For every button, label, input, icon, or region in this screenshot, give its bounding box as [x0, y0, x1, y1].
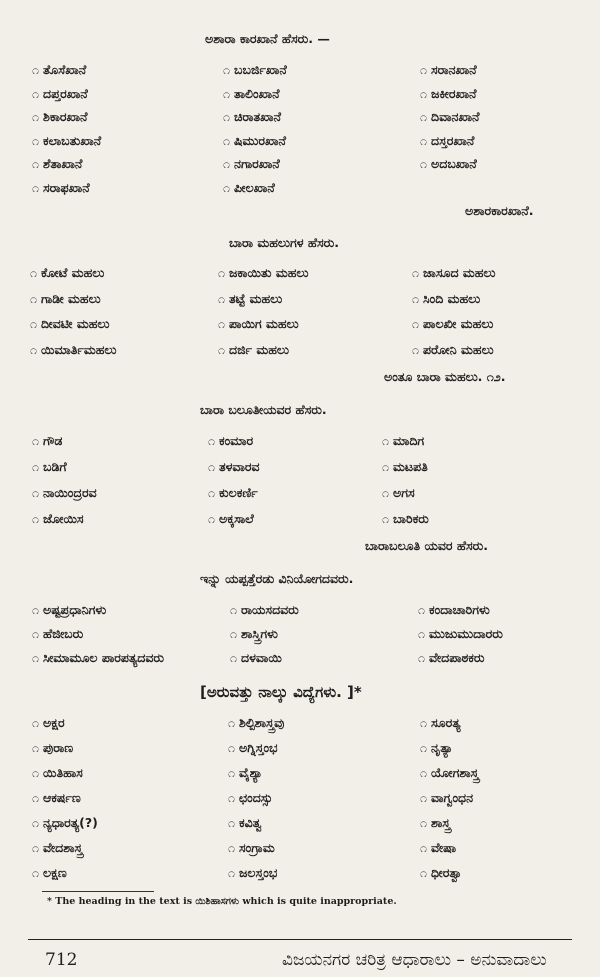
list-item [420, 740, 453, 756]
list-item [230, 626, 278, 642]
list-item-label: ಅಷ್ಟಪ್ರಧಾನಿಗಳು [43, 602, 107, 617]
list-item-label: ಚಿರಾತಖಾನೆ [234, 109, 282, 125]
list-item-label: ಹೆಜೀಬರು [43, 626, 84, 641]
list-item-label: ಕವಿತ್ವ [239, 815, 262, 830]
list-item [32, 790, 81, 806]
list-row [0, 316, 600, 338]
list-item-label: ಛಂದಸ್ಸು [239, 790, 273, 805]
list-item [228, 740, 278, 756]
list-item [32, 133, 101, 149]
list-item-label: ಯಿಮಾರ್ತಿಮಹಲು [41, 341, 117, 357]
list-item [30, 342, 116, 358]
list-item [218, 265, 308, 281]
list-item [208, 433, 253, 449]
bullet-marker: ೧ [418, 602, 426, 617]
list-item-label: ಕುಲಕರ್ಣಿ [219, 485, 258, 500]
list-item-label: ದೀವಟೀ ಮಹಲು [41, 316, 110, 331]
list-item [418, 602, 490, 618]
list-item-label: ಜಲಸ್ತಂಭ [239, 865, 278, 880]
bullet-marker: ೧ [32, 109, 40, 125]
list-item-label: ಮಾದಿಗ [393, 433, 425, 448]
list-item-label: ಜೋಯಿಸ [43, 511, 84, 526]
bullet-marker: ೧ [418, 650, 426, 665]
bullet-marker: ೧ [223, 180, 231, 195]
bullet-marker: ೧ [30, 341, 38, 357]
list-item-label: ತಟ್ಟೆ ಮಹಲು [229, 290, 283, 306]
list-item [223, 180, 275, 196]
footnote: * The heading in the text is ಯಿಶಿಹಾಸಗಳು which is quite inappropriate. [47, 896, 397, 907]
list-item-label: ಬಾರಿಕರು [393, 511, 429, 526]
list-item [228, 765, 263, 781]
list-item-label: ತಳವಾರವ [219, 459, 260, 474]
list-item-label: ಶೆತಾಖಾನೆ [43, 156, 83, 172]
bullet-marker: ೧ [382, 433, 390, 448]
list-item-label: ಯಿತಿಹಾಸ [43, 765, 83, 780]
list-item [32, 109, 87, 125]
list-item-label: ಶಿಲ್ಪಿಶಾಸ್ತ್ರವು [239, 715, 285, 730]
list-item-label: ಅಗಸ [393, 485, 415, 500]
bullet-marker: ೧ [228, 840, 236, 855]
bullet-marker: ೧ [382, 459, 390, 474]
list-item [30, 265, 104, 281]
list-item [223, 62, 287, 78]
bullet-marker: ೧ [218, 316, 226, 331]
list-item [32, 865, 67, 881]
bullet-marker: ೧ [32, 132, 40, 148]
list-item-label: ಅಕ್ಷರ [43, 715, 65, 730]
list-item [32, 86, 88, 102]
list-item-label: ನಗಾರಖಾನೆ [234, 156, 280, 172]
bullet-marker: ೧ [32, 85, 40, 101]
bullet-marker: ೧ [32, 180, 40, 195]
list-item-label: ಕಂಮಾರ [219, 433, 254, 448]
list-item-label: ಕಲಾಬತುಖಾನೆ [43, 132, 102, 148]
list-item-label: ಶಾಸ್ತ್ರಿಗಳು [241, 626, 278, 641]
bullet-marker: ೧ [420, 132, 428, 148]
list-item [228, 815, 262, 831]
footer-rule [28, 939, 572, 940]
section-heading: ಇನ್ನು ಯಪ್ಪತ್ತೆರಡು ವಿನಿಯೋಗದವರು. [200, 571, 354, 586]
list-item [420, 109, 479, 125]
list-item-label: ಸೀಮಾಮೂಲ ಪಾರಪತ್ಯದವರು [43, 650, 164, 665]
list-item-label: ಸರಾನಖಾನೆ [431, 62, 477, 77]
bullet-marker: ೧ [412, 341, 420, 357]
bullet-marker: ೧ [218, 341, 226, 357]
list-item-label: ಸಂಗ್ರಾಮ [239, 840, 275, 855]
bullet-marker: ೧ [420, 62, 428, 77]
list-row [0, 86, 600, 108]
list-item [208, 459, 260, 475]
list-row [0, 650, 600, 672]
list-item-label: ನ್ಯಧಾರತ್ಯ(?) [43, 815, 98, 830]
list-row [0, 815, 600, 837]
list-item-label: ದಪ್ತರಖಾನೆ [43, 85, 88, 101]
bullet-marker: ೧ [223, 132, 231, 148]
list-item-label: ಸರಾಫಖಾನೆ [43, 180, 90, 195]
list-item [412, 291, 480, 307]
list-item-label: ದಿವಾನಖಾನೆ [431, 109, 480, 125]
list-item [420, 790, 473, 806]
bullet-marker: ೧ [32, 156, 40, 172]
list-item-label: ವೈಶ್ಯಾ [239, 765, 263, 780]
list-item-label: ಲಕ್ಷಣ [43, 865, 67, 880]
bullet-marker: ೧ [412, 316, 420, 331]
list-item [230, 602, 299, 618]
list-row [0, 485, 600, 507]
list-item [32, 740, 73, 756]
list-item-label: ನಾಯಿಂದ್ರರವ [43, 485, 97, 500]
list-item [412, 342, 494, 358]
list-item-label: ಬಡಿಗೆ [43, 459, 67, 474]
list-item-label: ಗೌಡ [43, 433, 63, 448]
bullet-marker: ೧ [420, 740, 428, 755]
section-closing: ಅಶಾರಕಾರಖಾನೆ. [465, 203, 534, 218]
bullet-marker: ೧ [32, 815, 40, 830]
bullet-marker: ೧ [30, 290, 38, 306]
list-item-label: ಸೂರತ್ಯ [431, 715, 461, 730]
list-row [0, 740, 600, 762]
list-item-label: ಪುರಾಣ [43, 740, 74, 755]
bullet-marker: ೧ [32, 511, 40, 526]
list-row [0, 865, 600, 887]
bullet-marker: ೧ [32, 485, 40, 500]
list-item [32, 602, 106, 618]
bullet-marker: ೧ [32, 433, 40, 448]
bullet-marker: ೧ [32, 459, 40, 474]
list-item-label: ಜಕೀರಖಾನೆ [431, 85, 477, 101]
list-item-label: ಶಿಕಾರಖಾನೆ [43, 109, 88, 125]
bullet-marker: ೧ [208, 511, 216, 526]
list-item-label: ಜಕಾಯಿತು ಮಹಲು [229, 265, 309, 280]
bullet-marker: ೧ [32, 840, 40, 855]
list-row [0, 511, 600, 533]
list-item-label: ಆಕರ್ಷಣ [43, 790, 81, 805]
list-item-label: ಪೀಲಖಾನೆ [234, 180, 275, 195]
bullet-marker: ೧ [228, 740, 236, 755]
bullet-marker: ೧ [208, 485, 216, 500]
list-item [223, 156, 280, 172]
list-item-label: ದರ್ಜಿ ಮಹಲು [229, 341, 289, 357]
section-heading: ಬಾರಾ ಬಲೂತೀಯವರ ಹೆಸರು. [200, 402, 327, 417]
bullet-marker: ೧ [418, 626, 426, 641]
list-item-label: ತೊಸೆಖಾನೆ [43, 62, 87, 77]
list-item-label: ವಾಗ್ವಂಧನ [431, 790, 474, 805]
list-item-label: ತಾಲಿಂಖಾನೆ [234, 85, 280, 101]
list-item [32, 459, 67, 475]
list-item [30, 316, 109, 332]
bullet-marker: ೧ [420, 790, 428, 805]
bullet-marker: ೧ [32, 650, 40, 665]
list-item [420, 133, 474, 149]
list-item [420, 865, 463, 881]
list-row [0, 342, 600, 364]
list-row [0, 180, 600, 202]
bullet-marker: ೧ [218, 290, 226, 306]
bullet-marker: ೧ [412, 265, 420, 280]
list-item [420, 715, 461, 731]
bullet-marker: ೧ [412, 290, 420, 306]
list-row [0, 626, 600, 648]
bullet-marker: ೧ [30, 316, 38, 331]
list-item [208, 511, 254, 527]
list-row [0, 291, 600, 313]
list-row [0, 459, 600, 481]
list-item [382, 433, 424, 449]
bullet-marker: ೧ [420, 840, 428, 855]
list-row [0, 840, 600, 862]
list-item-label: ಅಕ್ಕಸಾಲೆ [219, 511, 254, 526]
list-item [420, 840, 456, 856]
list-item [32, 485, 97, 501]
list-row [0, 765, 600, 787]
bullet-marker: ೧ [32, 865, 40, 880]
bullet-marker: ೧ [223, 109, 231, 125]
list-item [382, 511, 429, 527]
bullet-marker: ೧ [230, 626, 238, 641]
list-item-label: ದಸ್ತರಖಾನೆ [431, 132, 475, 148]
section-heading: ಅಶಾರಾ ಕಾರಖಾನೆ ಹೆಸರು. — [205, 31, 330, 46]
bullet-marker: ೧ [223, 62, 231, 77]
list-item [223, 109, 281, 125]
list-item-label: ಪಾಯಿಗ ಮಹಲು [229, 316, 299, 331]
list-item [218, 291, 282, 307]
bullet-marker: ೧ [32, 765, 40, 780]
bullet-marker: ೧ [32, 790, 40, 805]
list-row [0, 433, 600, 455]
list-item-label: ಪಾಲಖೀ ಮಹಲು [423, 316, 494, 331]
list-item-label: ದಳವಾಯಿ [241, 650, 282, 665]
footnote-rule [42, 891, 154, 892]
bullet-marker: ೧ [382, 511, 390, 526]
list-item [32, 511, 84, 527]
list-item [32, 433, 62, 449]
list-item [32, 650, 164, 666]
list-item-label: ನೃತ್ಯಾ [431, 740, 453, 755]
bullet-marker: ೧ [32, 602, 40, 617]
bullet-marker: ೧ [228, 790, 236, 805]
list-item [382, 485, 415, 501]
list-item [223, 86, 280, 102]
list-item-label: ಯೋಗಶಾಸ್ತ್ರ [431, 765, 479, 780]
bullet-marker: ೧ [32, 715, 40, 730]
bullet-marker: ೧ [32, 626, 40, 641]
list-item [228, 865, 277, 881]
list-item [412, 265, 496, 281]
list-item [32, 765, 83, 781]
bullet-marker: ೧ [420, 765, 428, 780]
bullet-marker: ೧ [32, 62, 40, 77]
page-number: 712 [45, 950, 78, 970]
list-item-label: ಪರೋನಿ ಮಹಲು [423, 341, 494, 357]
list-item [228, 715, 284, 731]
list-row [0, 715, 600, 737]
bullet-marker: ೧ [208, 433, 216, 448]
list-item-label: ಕೋಟೆ ಮಹಲು [41, 265, 105, 280]
list-item-label: ಮುಜುಮುದಾರರು [429, 626, 503, 641]
bullet-marker: ೧ [420, 156, 428, 172]
list-item-label: ವೇಷಾ [431, 840, 457, 855]
list-item [32, 180, 90, 196]
bullet-marker: ೧ [420, 815, 428, 830]
bullet-marker: ೧ [382, 485, 390, 500]
list-item-label: ಅಗ್ನಿಸ್ತಂಭ [239, 740, 278, 755]
list-item [32, 815, 98, 831]
section-heading: ಬಾರಾ ಮಹಲುಗಳ ಹೆಸರು. [229, 235, 339, 250]
list-item-label: ರಾಯಸದವರು [241, 602, 299, 617]
bullet-marker: ೧ [230, 602, 238, 617]
list-item-label: ಬಬರ್ಜಿಖಾನೆ [234, 62, 287, 77]
list-item [420, 86, 476, 102]
bullet-marker: ೧ [228, 865, 236, 880]
list-item-label: ಅದಬಖಾನೆ [431, 156, 477, 172]
list-item-label: ಷಿಮುರಖಾನೆ [234, 132, 286, 148]
list-item [208, 485, 258, 501]
list-item-label: ಧೀರತ್ವಾ [431, 865, 463, 880]
bullet-marker: ೧ [228, 715, 236, 730]
list-item [228, 790, 273, 806]
list-item [32, 156, 82, 172]
list-row [0, 62, 600, 84]
list-item [228, 840, 275, 856]
list-item [218, 342, 289, 358]
running-title: ವಿಜಯನಗರ ಚರಿತ್ರ ಆಧಾರಾಲು – ಅನುವಾದಾಲು [282, 950, 547, 970]
bullet-marker: ೧ [230, 650, 238, 665]
bullet-marker: ೧ [223, 156, 231, 172]
list-item [230, 650, 282, 666]
bullet-marker: ೧ [420, 109, 428, 125]
list-item [420, 765, 479, 781]
list-item [382, 459, 428, 475]
bullet-marker: ೧ [420, 85, 428, 101]
list-item-label: ಶಾಸ್ತ್ರ [431, 815, 451, 830]
bullet-marker: ೧ [223, 85, 231, 101]
bullet-marker: ೧ [218, 265, 226, 280]
section-heading: [ಅರುವತ್ತು ನಾಲ್ಕು ವಿದ್ಯೆಗಳು. ]* [200, 683, 362, 701]
list-item [418, 650, 484, 666]
list-item [420, 815, 450, 831]
section-closing: ಅಂತೂ ಬಾರಾ ಮಹಲು. ೧೨. [384, 369, 506, 384]
list-item [420, 62, 477, 78]
list-item [218, 316, 299, 332]
list-item-label: ವೇದಪಾಠಕರು [429, 650, 485, 665]
list-row [0, 790, 600, 812]
bullet-marker: ೧ [32, 740, 40, 755]
list-item [32, 62, 86, 78]
bullet-marker: ೧ [228, 765, 236, 780]
list-row [0, 156, 600, 178]
list-row [0, 265, 600, 287]
list-item-label: ಕಂದಾಚಾರಿಗಳು [429, 602, 490, 617]
list-item [32, 715, 65, 731]
list-item-label: ವೇದಶಾಸ್ತ್ರ [43, 840, 83, 855]
list-item [420, 156, 477, 172]
section-closing: ಬಾರಾಬಲೂತಿ ಯವರ ಹೆಸರು. [365, 538, 489, 553]
list-item [32, 626, 83, 642]
list-row [0, 133, 600, 155]
bullet-marker: ೧ [420, 715, 428, 730]
list-item [30, 291, 101, 307]
bullet-marker: ೧ [208, 459, 216, 474]
list-item-label: ಮಟಪತಿ [393, 459, 428, 474]
list-item [418, 626, 503, 642]
list-item [223, 133, 286, 149]
list-item-label: ಸಿಂದಿ ಮಹಲು [423, 290, 481, 306]
list-row [0, 109, 600, 131]
list-item-label: ಜಾಸೂದ ಮಹಲು [423, 265, 496, 280]
bullet-marker: ೧ [30, 265, 38, 280]
bullet-marker: ೧ [228, 815, 236, 830]
list-item-label: ಗಾಡೀ ಮಹಲು [41, 290, 101, 306]
list-item [412, 316, 493, 332]
list-item [32, 840, 83, 856]
list-row [0, 602, 600, 624]
bullet-marker: ೧ [420, 865, 428, 880]
